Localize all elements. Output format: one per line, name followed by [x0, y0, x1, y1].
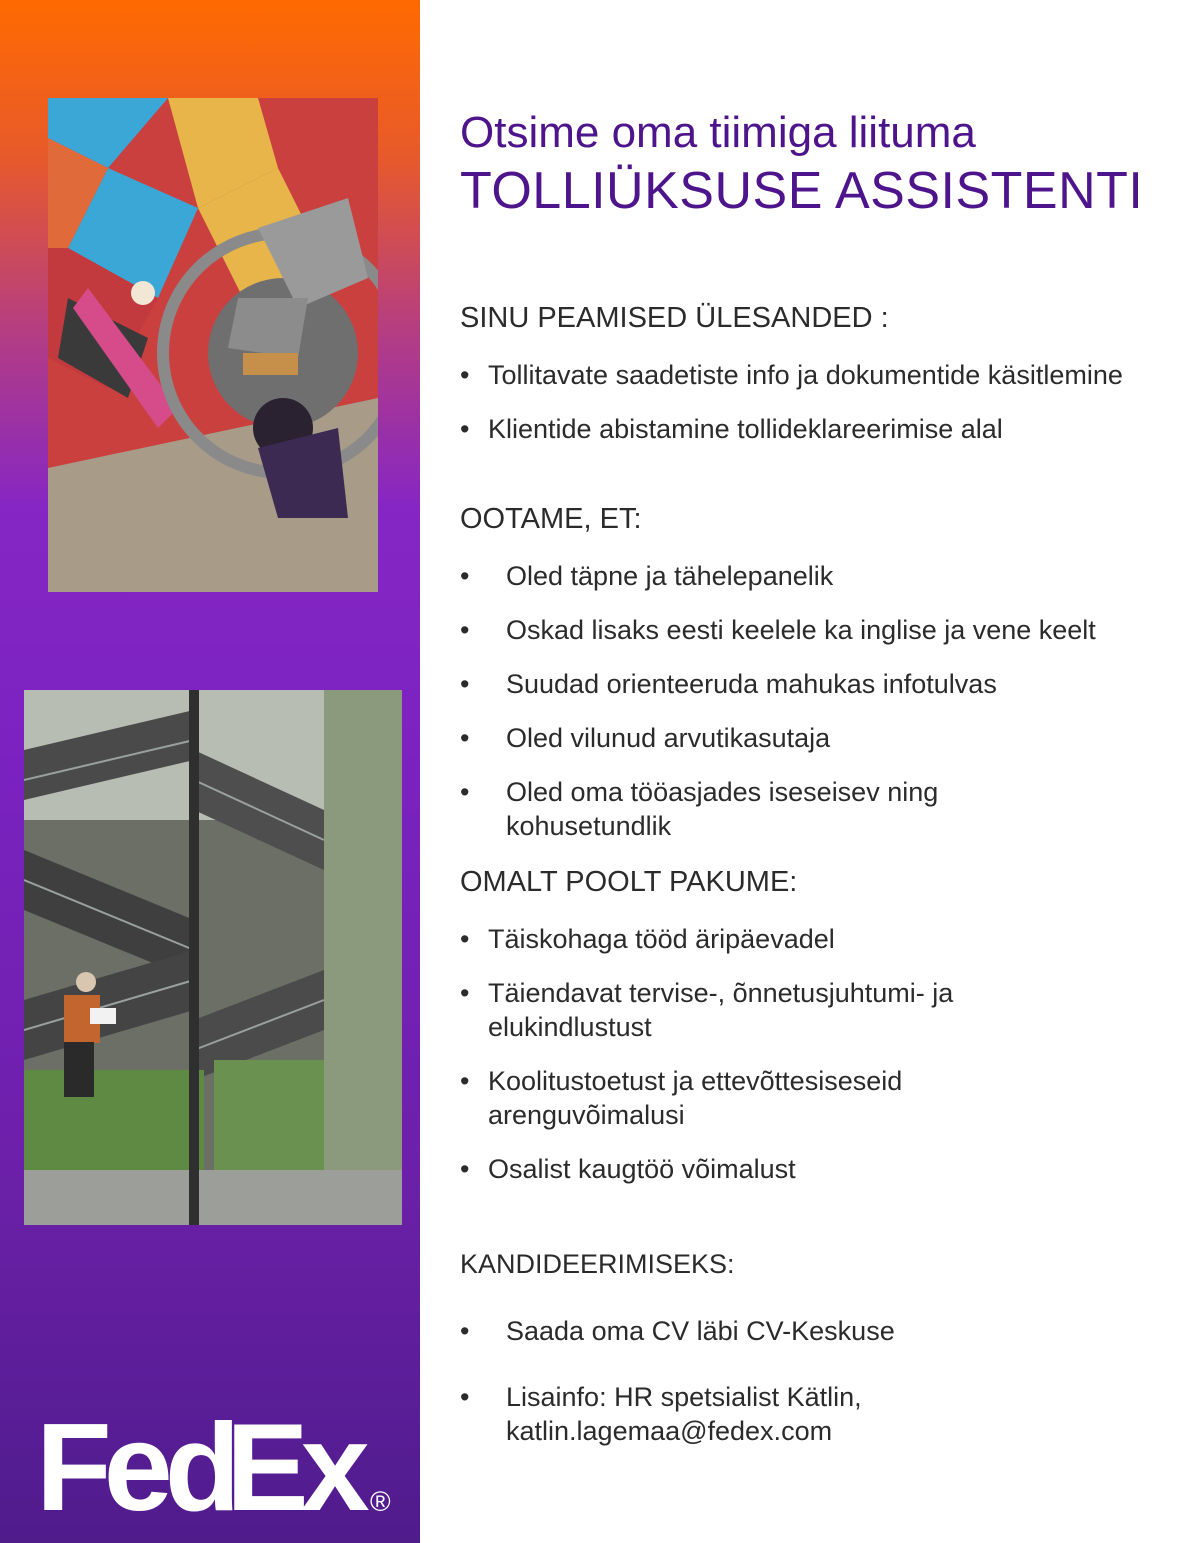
- list-item-text: Suudad orienteeruda mahukas infotulvas: [506, 669, 997, 699]
- bullet: •: [460, 1066, 470, 1096]
- list-item-text: Oled vilunud arvutikasutaja: [506, 723, 831, 753]
- contact-info-text: Lisainfo: HR spetsialist Kätlin, katlin.lagemaa@fedex.com: [506, 1382, 862, 1446]
- list-offer: [460, 922, 1180, 1186]
- headline-intro: Otsime oma tiimiga liituma: [460, 108, 976, 157]
- list-item: [460, 412, 1180, 446]
- list-item-text: Osalist kaugtöö võimalust: [488, 1154, 796, 1184]
- bullet: •: [460, 924, 470, 954]
- list-item: [460, 667, 1160, 701]
- bullet: •: [460, 777, 470, 807]
- bullet: •: [460, 723, 470, 753]
- list-tasks: [460, 358, 1180, 446]
- list-item-text: Tollitavate saadetiste info ja dokumentide käsitlemine: [488, 360, 1123, 390]
- section-title-tasks: SINU PEAMISED ÜLESANDED :: [460, 302, 889, 334]
- list-item: [460, 1314, 1180, 1348]
- logo-ex-text: Ex: [226, 1405, 362, 1525]
- logo-registered-mark: ®: [370, 1486, 391, 1517]
- list-item-text: Oled oma tööasjades iseseisev ning kohusetundlik: [506, 777, 939, 841]
- bullet: •: [460, 1316, 470, 1346]
- list-item-text: Klientide abistamine tollideklareerimise alal: [488, 414, 1003, 444]
- list-item: [460, 1064, 1008, 1132]
- list-item-text: Täiskohaga tööd äripäevadel: [488, 924, 835, 954]
- list-item-text: Täiendavat tervise-, õnnetusjuhtumi- ja elukindlustust: [488, 978, 954, 1042]
- bullet: •: [460, 360, 470, 390]
- list-item-text: Oskad lisaks eesti keelele ka inglise ja vene keelt: [506, 615, 1096, 645]
- fedex-logo: [36, 1405, 406, 1525]
- list-item: [460, 1152, 1180, 1186]
- list-item-text: Saada oma CV läbi CV-Keskuse: [506, 1316, 895, 1346]
- list-item: [460, 976, 1048, 1044]
- list-item: [460, 1380, 966, 1448]
- list-apply: [460, 1314, 1180, 1448]
- list-item: [460, 721, 1160, 755]
- list-item: [460, 358, 1180, 392]
- logo-fed-text: Fed: [36, 1405, 233, 1525]
- bullet: •: [460, 1154, 470, 1184]
- photo-spiral-stairs: [48, 98, 378, 592]
- list-item-text: Koolitustoetust ja ettevõttesiseseid arenguvõimalusi: [488, 1066, 903, 1130]
- list-item: [460, 775, 1026, 843]
- list-item: [460, 613, 1160, 647]
- list-expectations: [460, 559, 1160, 843]
- bullet: •: [460, 414, 470, 444]
- bullet: •: [460, 1382, 470, 1412]
- headline-block: [460, 105, 1180, 221]
- section-title-offer: OMALT POOLT PAKUME:: [460, 866, 798, 898]
- list-item: [460, 922, 1180, 956]
- bullet: •: [460, 561, 470, 591]
- headline-job-title: TOLLIÜKSUSE ASSISTENTI: [460, 162, 1144, 220]
- section-title-expectations: OOTAME, ET:: [460, 503, 642, 535]
- bullet: •: [460, 978, 470, 1008]
- bullet: •: [460, 669, 470, 699]
- list-item-text: Oled täpne ja tähelepanelik: [506, 561, 834, 591]
- section-title-apply: KANDIDEERIMISEKS:: [460, 1249, 735, 1279]
- bullet: •: [460, 615, 470, 645]
- sidebar-gradient: [0, 0, 420, 1543]
- photo-staircase-courier: [24, 690, 402, 1225]
- list-item: [460, 559, 1160, 593]
